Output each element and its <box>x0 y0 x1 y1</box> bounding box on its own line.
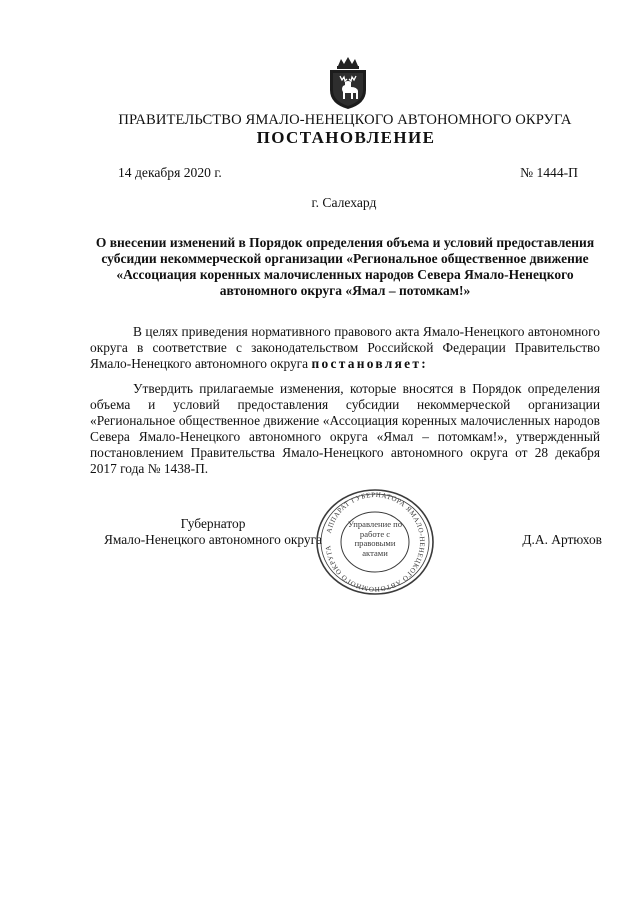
resolution-keyword: постановляет: <box>311 356 429 371</box>
official-stamp <box>314 487 436 597</box>
signatory-role-line2: Ямало-Ненецкого автономного округа <box>103 532 323 547</box>
preamble-paragraph <box>90 324 600 372</box>
document-date: 14 декабря 2020 г. <box>118 165 222 180</box>
document-number: № 1444-П <box>520 165 578 180</box>
document-subject: О внесении изменений в Порядок определения объема и условий предоставления субсидии некоммерческой организации «Региональное общественное движение «Ассоциация коренных малочисленных народов Севера Ямало-Ненецкого автономного округа «Ямал – потомкам!» <box>95 235 595 298</box>
signatory-name: Д.А. Артюхов <box>522 532 602 547</box>
preamble-text: В целях приведения нормативного правового акта Ямало-Ненецкого автономного округа в соответствие с законодательством Российской Федерации Правительство Ямало-Ненецкого автономного округа <box>90 324 600 371</box>
signatory-role-line1: Губернатор <box>180 516 246 531</box>
document-city: г. Салехард <box>311 195 377 210</box>
document-type-title: ПОСТАНОВЛЕНИЕ <box>256 128 436 147</box>
stamp-inner-text: Управление по работе с правовыми актами <box>347 520 403 558</box>
government-title: ПРАВИТЕЛЬСТВО ЯМАЛО-НЕНЕЦКОГО АВТОНОМНОГО ОКРУГА <box>118 112 572 128</box>
stamp-ring-text: АППАРАТ ГУБЕРНАТОРА ЯМАЛО-НЕНЕЦКОГО АВТОНОМНОГО ОКРУГА <box>324 490 427 594</box>
resolution-paragraph: Утвердить прилагаемые изменения, которые вносятся в Порядок определения объема и условий предоставления субсидии некоммерческой организации «Региональное общественное движение «Ассоциация коренных малочисленных народов Севера Ямало-Ненецкого автономного округа «Ямал – потомкам!», утвержденный постановлением Правительства Ямало-Ненецкого автономного округа от 28 декабря 2017 года № 1438-П. <box>90 381 600 476</box>
signatory-role <box>92 516 334 548</box>
yamal-coat-of-arms-icon <box>327 56 369 110</box>
